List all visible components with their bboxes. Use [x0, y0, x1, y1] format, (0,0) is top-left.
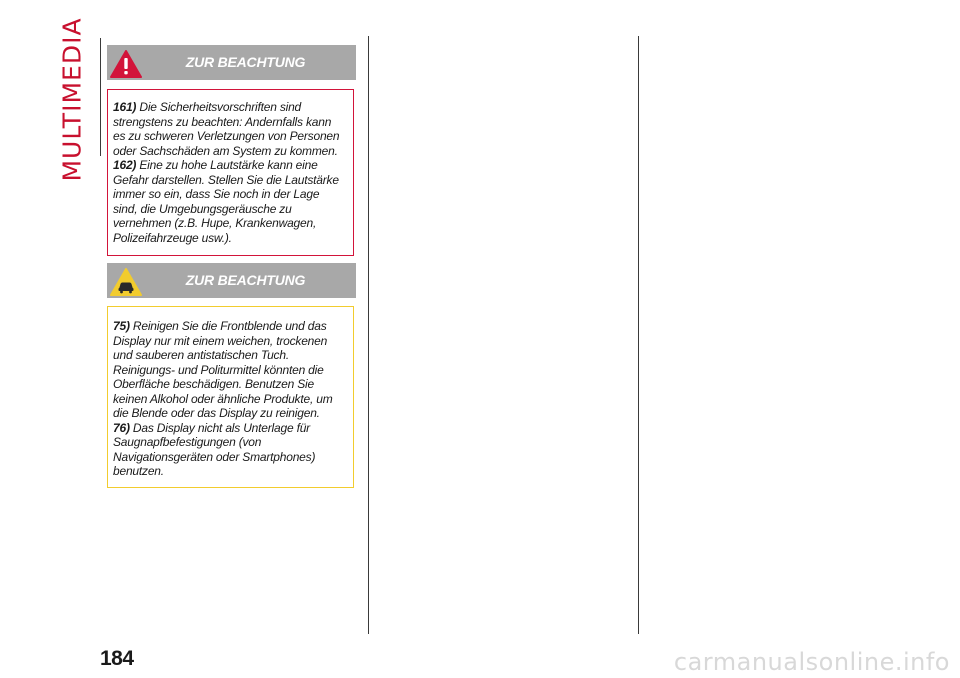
section-title-text: MULTIMEDIA	[57, 16, 87, 182]
section-title	[52, 16, 92, 182]
watermark: carmanualsonline.info	[673, 648, 950, 676]
column-divider-middle	[368, 36, 369, 634]
caution-notes-box	[107, 306, 354, 488]
caution-note	[113, 319, 333, 421]
warning-note	[113, 100, 346, 158]
note-text: Das Display nicht als Unterlage für Saugnapfbefestigungen (von Navigationsgeräten oder Smartphones) benutzen.	[113, 420, 316, 478]
note-ref: 76)	[113, 420, 130, 435]
note-ref: 162)	[113, 158, 137, 172]
column-divider-left	[100, 38, 101, 156]
warning-notes-box	[107, 89, 354, 256]
caution-banner-title: ZUR BEACHTUNG	[185, 272, 306, 288]
note-ref: 75)	[113, 319, 130, 333]
page-number: 184	[100, 647, 134, 670]
caution-note	[113, 421, 333, 479]
note-ref: 161)	[113, 100, 137, 114]
warning-banner	[107, 45, 356, 80]
note-text: Reinigen Sie die Frontblende und das Display nur mit einem weichen, trockenen und sauberen antistatischen Tuch. Reinigungs- und Politurmittel könnten die Oberfläche beschädigen. Benutzen Sie keinen Alkohol oder ähnliche Produkte, um die Blende oder das Display zu reinigen.	[113, 319, 333, 420]
note-text: Die Sicherheitsvorschriften sind strengstens zu beachten: Andernfalls kann es zu schweren Verletzungen von Personen oder Sachschäden am System zu kommen.	[113, 100, 340, 158]
note-text: Eine zu hohe Lautstärke kann eine Gefahr darstellen. Stellen Sie die Lautstärke immer so ein, dass Sie noch in der Lage sind, die Umgebungsgeräusche zu vernehmen (z.B. Hupe, Krankenwagen, Polizeifahrzeuge usw.).	[113, 158, 339, 245]
column-divider-right	[638, 36, 639, 634]
caution-banner	[107, 263, 356, 298]
warning-banner-title: ZUR BEACHTUNG	[185, 54, 306, 70]
warning-note	[113, 158, 346, 245]
